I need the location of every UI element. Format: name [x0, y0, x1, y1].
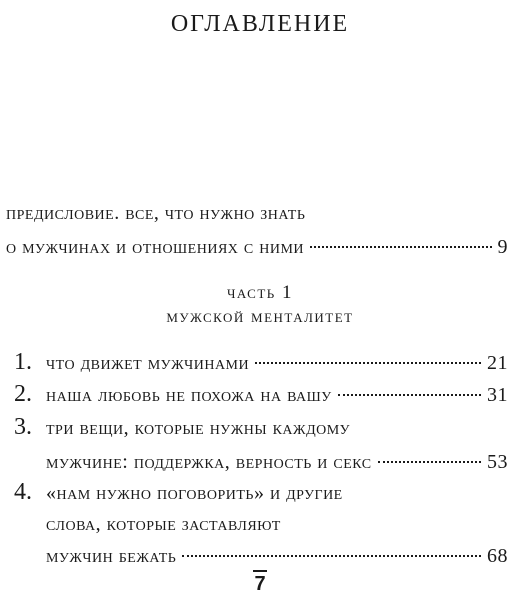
preface-title-line-2: о мужчинах и отношениях с ними: [6, 236, 305, 258]
chapter-entry-1: [46, 352, 508, 375]
chapter-4-line-2: [46, 513, 281, 536]
chapter-title: мужчин бежать: [46, 545, 177, 567]
page-number: 7: [254, 573, 266, 595]
preface-entry: [6, 236, 508, 259]
chapter-page-number: 21: [487, 352, 508, 374]
dot-leader: [338, 394, 481, 396]
dot-leader: [378, 461, 481, 463]
chapter-number: 4.: [14, 479, 32, 505]
chapter-entry-4: [46, 545, 508, 568]
chapter-title: мужчине: поддержка, верность и секс: [46, 451, 372, 473]
page-title: оглавление: [170, 2, 350, 39]
preface-page-number: 9: [497, 236, 508, 258]
preface-line-1: [6, 202, 305, 225]
chapter-page-number: 31: [487, 384, 508, 406]
chapter-title: что движет мужчинами: [46, 352, 250, 374]
chapter-title: слова, которые заставляют: [46, 513, 281, 535]
chapter-3-line-1: [46, 417, 350, 440]
dot-leader: [182, 555, 481, 557]
chapter-title: наша любовь не похожа на вашу: [46, 384, 332, 406]
part-name: мужской менталитет: [166, 306, 354, 327]
chapter-number: 3.: [14, 414, 32, 440]
footer-rule: [253, 570, 267, 572]
part-label: часть 1: [226, 282, 294, 303]
chapter-entry-2: [46, 384, 508, 407]
dot-leader: [310, 246, 491, 248]
chapter-page-number: 68: [487, 545, 508, 567]
chapter-number: 2.: [14, 381, 32, 407]
chapter-title: три вещи, которые нужны каждому: [46, 417, 351, 439]
chapter-number: 1.: [14, 349, 32, 375]
chapter-entry-3: [46, 451, 508, 474]
dot-leader: [255, 362, 481, 364]
chapter-4-line-1: [46, 482, 343, 505]
chapter-title: «нам нужно поговорить» и другие: [46, 482, 343, 504]
preface-title-line-1: предисловие. все, что нужно знать: [6, 202, 306, 224]
chapter-page-number: 53: [487, 451, 508, 473]
